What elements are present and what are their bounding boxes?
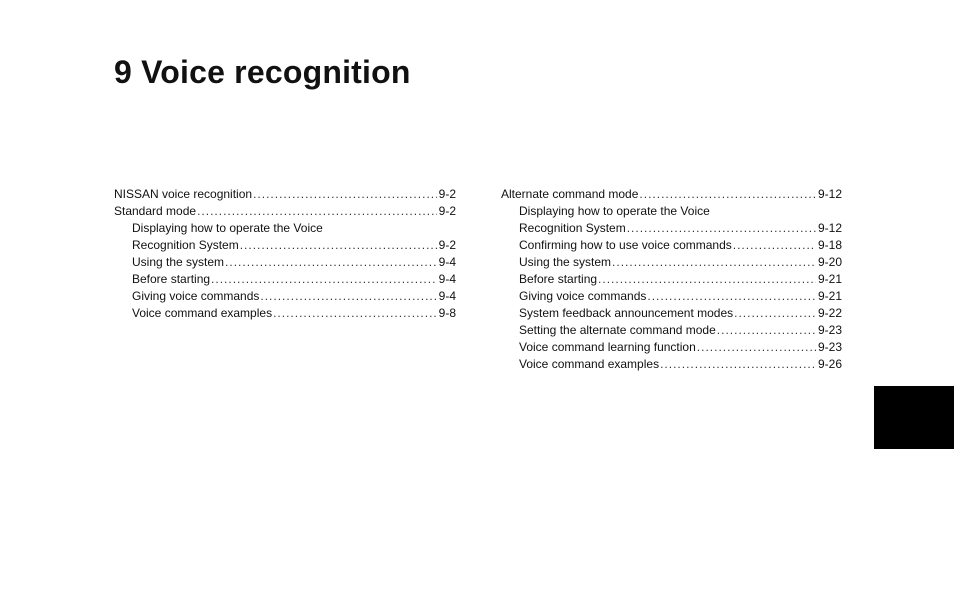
chapter-title: 9 Voice recognition [114,54,411,90]
toc-entry-label: Giving voice commands [132,289,260,303]
toc-entry-page: 9-12 [817,221,842,235]
toc-entry[interactable] [114,254,456,271]
toc-leader [612,254,816,271]
toc-entry[interactable] [114,288,456,305]
toc-entry[interactable] [501,271,842,288]
toc-column-left [114,186,456,322]
toc-entry-page: 9-22 [817,306,842,320]
toc-entry-page: 9-12 [817,187,842,201]
toc-entry-page: 9-18 [817,238,842,252]
toc-entry-page: 9-8 [438,306,456,320]
toc-entry[interactable] [114,220,456,254]
toc-leader [260,288,436,305]
toc-entry-page: 9-2 [438,187,456,201]
toc-column-right [501,186,842,373]
toc-entry-page: 9-2 [438,238,456,252]
toc-entry[interactable] [501,186,842,203]
toc-entry-label: Voice command examples [519,357,660,371]
toc-entry-page: 9-2 [438,204,456,218]
toc-entry-label: Using the system [519,255,612,269]
toc-leader [717,322,816,339]
toc-entry-label: Recognition System [519,221,626,235]
toc-leader [697,339,816,356]
toc-entry-page: 9-20 [817,255,842,269]
toc-entry[interactable] [501,322,842,339]
toc-entry-label: Before starting [132,272,211,286]
toc-entry[interactable] [114,186,456,203]
toc-entry-label: Before starting [519,272,598,286]
toc-leader [197,203,437,220]
toc-leader [273,305,437,322]
toc-entry[interactable] [114,305,456,322]
toc-entry[interactable] [501,237,842,254]
toc-leader [627,220,816,237]
toc-entry-label: Giving voice commands [519,289,647,303]
toc-leader [660,356,816,373]
toc-entry-label: Recognition System [132,238,239,252]
toc-leader [647,288,816,305]
toc-entry-label: Standard mode [114,204,197,218]
toc-leader [598,271,816,288]
toc-entry-label-first-line: Displaying how to operate the Voice [132,221,323,235]
toc-entry-label: Alternate command mode [501,187,639,201]
toc-leader [733,237,816,254]
toc-entry-label: Voice command learning function [519,340,696,354]
toc-entry[interactable] [501,288,842,305]
toc-leader [253,186,437,203]
toc-entry[interactable] [114,271,456,288]
toc-leader [734,305,816,322]
toc-entry[interactable] [501,305,842,322]
toc-leader [240,237,437,254]
toc-entry-page: 9-23 [817,340,842,354]
toc-entry-page: 9-26 [817,357,842,371]
toc-entry[interactable] [501,203,842,237]
toc-entry-page: 9-21 [817,289,842,303]
toc-entry[interactable] [501,356,842,373]
toc-entry-label: NISSAN voice recognition [114,187,253,201]
toc-entry[interactable] [501,254,842,271]
toc-leader [225,254,437,271]
toc-entry-label: Voice command examples [132,306,273,320]
chapter-thumb-tab [874,386,954,449]
toc-entry-label: System feedback announcement modes [519,306,734,320]
toc-entry-page: 9-4 [438,255,456,269]
toc-entry[interactable] [501,339,842,356]
toc-entry[interactable] [114,203,456,220]
toc-entry-page: 9-4 [438,272,456,286]
toc-leader [211,271,437,288]
toc-entry-page: 9-21 [817,272,842,286]
toc-entry-page: 9-4 [438,289,456,303]
toc-entry-label-first-line: Displaying how to operate the Voice [519,204,710,218]
toc-entry-page: 9-23 [817,323,842,337]
toc-entry-label: Using the system [132,255,225,269]
toc-entry-label: Confirming how to use voice commands [519,238,732,252]
toc-leader [639,186,816,203]
toc-entry-label: Setting the alternate command mode [519,323,716,337]
